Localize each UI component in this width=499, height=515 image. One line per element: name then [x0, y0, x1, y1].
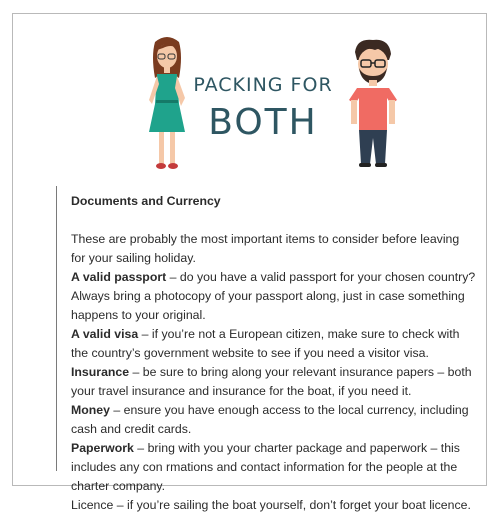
man-illustration	[335, 38, 409, 170]
title-line-1: PACKING FOR	[193, 74, 333, 96]
list-item	[71, 496, 476, 515]
title-line-2: BOTH	[208, 102, 318, 143]
item-label: Insurance	[71, 365, 130, 379]
list-item	[71, 401, 476, 439]
item-label: Paperwork	[71, 441, 134, 455]
item-text: – bring with you your charter package and paperwork – this includes any con rmations and contact information for the people at the charter company.	[71, 441, 460, 493]
list-item	[71, 268, 476, 325]
header	[13, 14, 486, 174]
woman-illustration	[135, 34, 199, 174]
item-text: Licence – if you’re sailing the boat yourself, don’t forget your boat licence.	[71, 498, 471, 512]
item-label: A valid passport	[71, 270, 167, 284]
section-heading: Documents and Currency	[71, 194, 221, 208]
infographic-frame	[12, 13, 487, 512]
item-text: – do you have a valid passport for your chosen country? Always bring a photocopy of your passport along, just in case something happens to your original.	[71, 270, 476, 322]
item-label: Money	[71, 403, 110, 417]
item-text: – ensure you have enough access to the local currency, including cash and credit cards.	[71, 403, 469, 436]
documents-section	[56, 186, 476, 512]
list-item	[71, 325, 476, 363]
item-label: A valid visa	[71, 327, 139, 341]
list-item	[71, 363, 476, 401]
item-text: – be sure to bring along your relevant insurance papers – both your travel insurance and insurance for the boat, if you need it.	[71, 365, 472, 398]
item-text: – if you’re not a European citizen, make sure to check with the country’s government website to see if you need a visitor visa.	[71, 327, 460, 360]
list-item	[71, 439, 476, 496]
intro-text: These are probably the most important items to consider before leaving for your sailing holiday.	[71, 232, 460, 265]
